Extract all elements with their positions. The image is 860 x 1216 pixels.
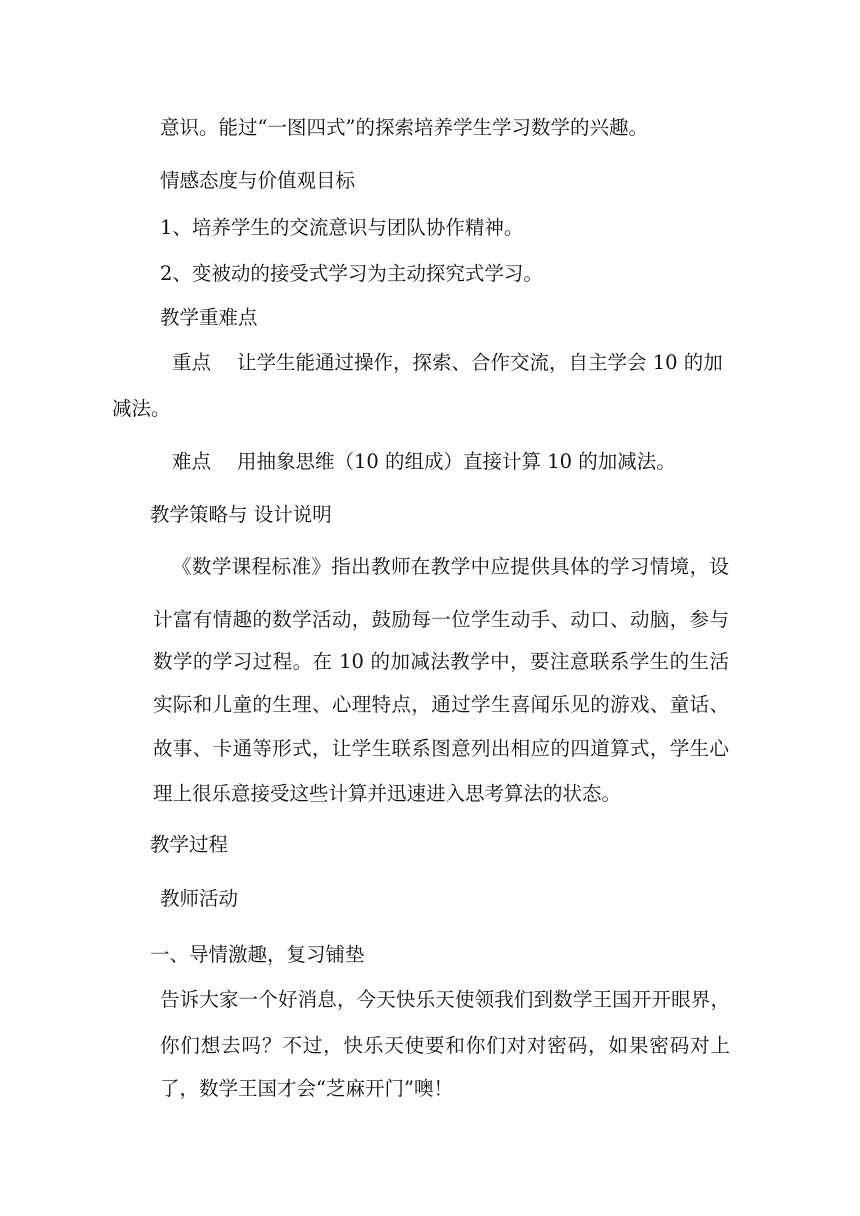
section-heading: 教师活动: [160, 887, 239, 910]
section-heading: 教学策略与 设计说明: [150, 503, 332, 526]
text-line: 了，数学王国才会“芝麻开门”噢！: [160, 1077, 453, 1100]
difficulty-label: 难点: [172, 450, 212, 473]
text-line: 减法。: [112, 397, 171, 420]
text-line: 理上很乐意接受这些计算并迅速进入思考算法的状态。: [153, 782, 622, 805]
focus-text: 让学生能通过操作，探索、合作交流，自主学会 10 的加: [237, 351, 723, 374]
difficulty-paragraph: [172, 449, 676, 475]
text-line: 告诉大家一个好消息，今天快乐天使领我们到数学王国开开眼界，: [160, 988, 730, 1011]
section-heading: 教学过程: [150, 833, 229, 856]
list-item: 2、变被动的接受式学习为主动探究式学习。: [160, 262, 543, 285]
text-line: 意识。能过“一图四式”的探索培养学生学习数学的兴趣。: [160, 116, 648, 139]
text-line: 故事、卡通等形式，让学生联系图意列出相应的四道算式，学生心: [153, 737, 729, 760]
section-heading: 一、导情激趣，复习铺垫: [150, 943, 365, 966]
list-item: 1、培养学生的交流意识与团队协作精神。: [160, 216, 524, 239]
focus-label: 重点: [172, 351, 212, 374]
difficulty-text: 用抽象思维（10 的组成）直接计算 10 的加减法。: [237, 450, 676, 473]
text-line: 你们想去吗？不过，快乐天使要和你们对对密码，如果密码对上: [160, 1034, 730, 1057]
section-heading: 教学重难点: [160, 306, 258, 329]
text-line: 《数学课程标准》指出教师在教学中应提供具体的学习情境，设: [172, 555, 729, 578]
section-heading: 情感态度与价值观目标: [160, 169, 356, 192]
text-line: 计富有情趣的数学活动，鼓励每一位学生动手、动口、动脑，参与: [153, 608, 729, 631]
text-line: 数学的学习过程。在 10 的加减法教学中，要注意联系学生的生活: [153, 650, 729, 673]
text-line: 实际和儿童的生理、心理特点，通过学生喜闻乐见的游戏、童话、: [153, 693, 729, 716]
focus-paragraph: [172, 350, 723, 376]
